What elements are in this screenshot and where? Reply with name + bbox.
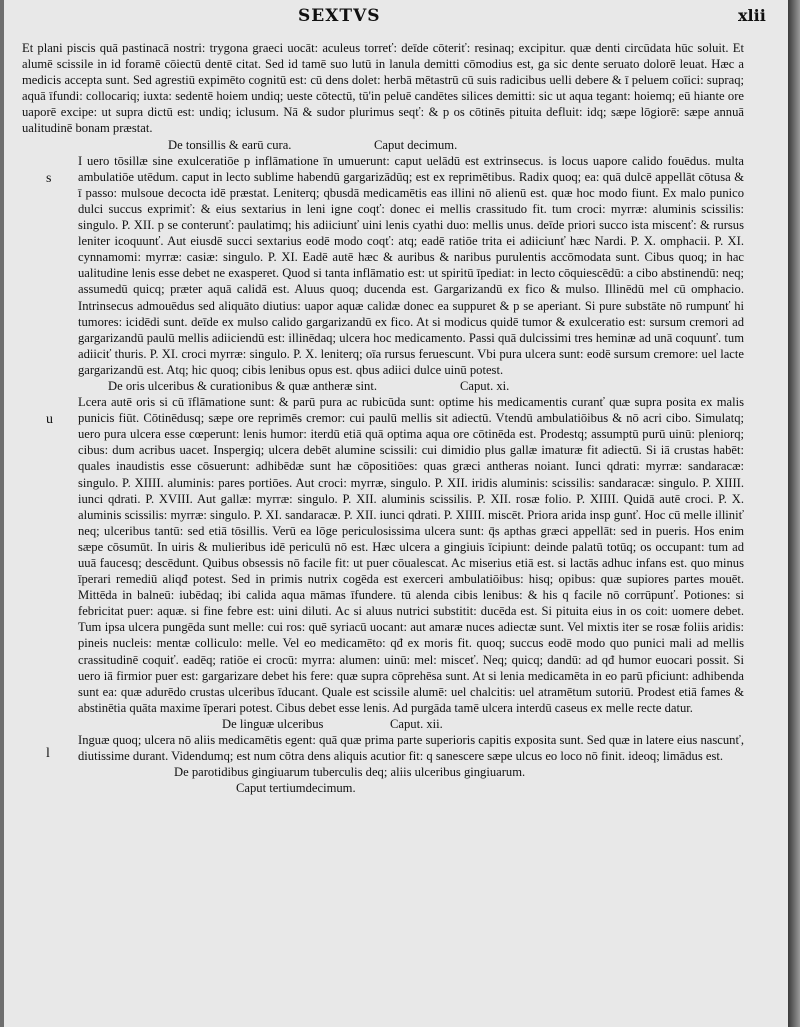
heading-chapter: Caput. xii. <box>390 716 443 731</box>
heading-title: De linguæ ulceribus <box>222 716 324 731</box>
section-heading-tonsils <box>22 137 744 153</box>
page-edge-shadow <box>788 0 800 1027</box>
section-heading-chapter-13: Caput tertiumdecimum. <box>236 781 356 796</box>
running-head-title: SEXTVS <box>298 6 381 26</box>
section-heading-tongue-ulcers <box>22 716 744 732</box>
guide-letter: s <box>46 170 52 186</box>
paragraph-mouth-ulcers: Lcera autē oris si cū īflāmatione sunt: & parū pura ac rubicūda sunt: optime his medicamentis curanť quæ supra posita ex malis punicis fiūt. Cōtinēdusq; sæpe ore reprimēs cremor: cui paulū mellis sit adiectū. Vtendū ambulatiōibus & nō acri cibo. Simulatq; uero pura ulcera esse cœperunt: lenis humor: iterdū etiā quā optima aqua ore cōtinēda est. Prodestq; assumptū purū uinū: pleniorq; cibus: dum acribus uacet. Inspergiq; ulcera debēt alumine scissili: cui dimidio plus gallæ imaturæ fit adiectū. Si iā crustas habēt: quales inaudistis esse cōsuerunt: adhibēdæ sunt hæ cōpositiōes: quas græci antheras noiant. Iunci qdrati: myrræ: sandaracæ: singulo. P. XIIII. aluminis: pares portiōes. Aut croci: myrræ, singulo. P. XII. iridis aluminis: scissilis: sandaracæ: singulo. P. XIIII. iunci qdrati. P. XVIII. Aut gallæ: myrræ: singulo. P. XII. aluminis scissilis. P. XII. rosæ folio. P. XIIII. Quidā autē croci. P. X. aluminis scissilis: myrræ: singulo. P. XI. sandaracæ. P. XII. iunci qdrati. P. XIIII. miscēt. Priora arida insp gunť. Hoc cū melle illiniť neq; ulceribus tantū: sed etiā tōsillis. Verū ea lōge periculosissima ulcera sunt: q̄s apthas græci appellāt: sed in pueris. Hos enim sæpe cōsumūt. In uiris & mulieribus idē periculū nō est. Hæc ulcera a gingiuis īcipiunt: deinde palatū totūq; os occupant: tum ad uuā faucesq; descēdunt. Quibus obsessis nō facile fit: ut puer cōualescat. Ac miserius etiā est. si lactās adhuc infans est. quo minus īperari remediū aliqđ potest. Sed in primis nutrix cogēda est exerceri ambulatiōibus: hisq; opibus: quæ supiores partes mouēt. Mittēda in balneū: iubēdaq; ibi calida aqua māmas īfundere. tū alenda cibis lenibus: & his q facile nō corrūpunť. Potiones: si febricitat puer: aquæ. si fine febre est: uini diluti. Ac si aluus nutrici substitit: ducēda est. Si pituita eius in os coit: uomere debet. Tum ipsa ulcera pungēda sunt melle: cui ros: quē syriacū uocant: aut amaræ nuces adiectæ sunt. Vel mixtis iter se rosæ foliis aridis: pineis nucleis: mentæ colliculo: melle. Vel eo medicamēto: qđ ex moris fit. quoq; succus eodē modo quo punici mali ad mellis crassitudinē coquiť. eadēq; ratiōe ei crocū: myrra: alumen: uinū: mel: misceť. Neq; quicq; dandū: ad qđ humor euocari possit. Si uero iā firmior puer est: gargarizare debet his fere: quæ supra cōprehēsa sunt. At si lenia medicamēta in eo parū pficiunt: adhibenda sunt ea: quæ adurēdo crustas ulceribus īducant. Quale est scissile alumē: uel chalcitis: uel atramētum sutoriū. Prodest etiā fames & abstinētia quāta maxime īperari potest. Cibus debet esse lenis. Ad purgāda tamē ulcera interdū caseus ex melle recte datur. <box>78 395 744 715</box>
book-page <box>4 0 788 1027</box>
paragraph-toothache: Et plani piscis quā pastinacā nostri: trygona graeci uocāt: aculeus torreť: deīde cōteriť: resinaq; excipitur. quæ denti circūdata hūc soluit. Et alumē scissile in id foramē cōiectū dentē citat. Sed id tamē suo lutū in lanula demitti cōmodius est, ga sic dente seruato dolorē leuat. Hæc a medicis accepta sunt. Sed agrestiū expimēto cognitū est: cū dens dolet: herbā mētastrū cū suis radicibus uelli debere & ī peluem coīici: supraq; aquā īfundi: collocariq; iuxta: sedentē hoiem undiq; ueste cōtectū, tū'in peluē candētes silices demitti: sic ut aqua tegant: hoiemq; eū hiante ore uaporē excipe: ut supra dictū est: undiq; iclusum. Nā & sudor plurimus seqť: & p os cōtinēs pituita defluit: idq; sæpe lōgiorē: sæpe annuā ualitudinē bonam præstat. <box>22 41 744 136</box>
guide-letter: l <box>46 746 50 762</box>
heading-title: De tonsillis & earū cura. <box>168 137 292 152</box>
heading-title: De oris ulceribus & curationibus & quæ antheræ sint. <box>108 378 377 393</box>
paragraph-tongue-ulcers: Inguæ quoq; ulcera nō aliis medicamētis egent: quā quæ prima parte superioris capitis exposita sunt. Sed quæ in latere eius nascunť, diutissime durant. Videndumq; est num cōtra dens aliquis acutior fit: q sanescere sæpe ulcus eo loco nō finit. ideoq; limādus est. <box>78 733 744 764</box>
running-head <box>4 2 788 28</box>
heading-chapter: Caput decimum. <box>374 137 458 152</box>
main-text <box>22 40 744 796</box>
section-heading-mouth-ulcers <box>22 378 744 394</box>
folio-number: xlii <box>738 6 766 25</box>
heading-chapter: Caput. xi. <box>460 378 510 393</box>
section-heading-parotids: De parotidibus gingiuarum tuberculis deq; aliis ulceribus gingiuarum. <box>174 765 526 780</box>
guide-letter: u <box>46 412 53 428</box>
paragraph-tonsils: I uero tōsillæ sine exulceratiōe p inflāmatione īn umuerunt: caput uelādū est extrinsecus. is locus uapore calido fouēdus. multa ambulatiōe utēdum. caput in lecto sublime habendū gargarizādūq; est ex reprimētibus. Radix quoq; ea: quā dulcē appellāt cōtusa & ī passo: mulsoue decocta idē præstat. Leniterq; qbusdā medicamētis eas illini nō alienū est. quæ hoc modo fiunt. Ex malo punico dulci succus exprimiť: & eius sextarius in leni igne coqť: donec ei mellis crassitudo fit. tum croci: myrræ: aluminis scissilis: singulo. P. XII. p se conterunť: paulatimq; his adiiciunť uini lenis cyathi duo: mellis unus. deīde priori succo ista miscenť: & rursus leniter icoquunť. Aut eiusdē succi sextarius eodē modo coqť: atq; eadē ratiōe trita ei adiiciunť hæc Nardi. P. X. omphacii. P. XI. cynnamomi: myrræ: casiæ: singulo. P. XI. Eadē autē hæc & auribus & naribus purulentis accōmodata sunt. Cibus quoq; in hac ualitudine lenis esse debet ne exasperet. Quod si tanta inflāmatio est: ut spiritū īpediat: in lecto cōquiescēdū: a cibo abstinendū: neq; assumedū quicq; præter aquā calidā est. Aluus quoq; ducenda est. Gargarizandū ex fico & mulso. Illinēdū mel cū omphacio. Intrinsecus admouēdus sed aliquāto diutius: uapor aquæ calidæ donec ea suppuret & p se aperiant. Si pure substāte nō rumpunť hi tumores: icidēdi sunt. deīde ex mulso calido gargarizandū ex fico. At si modicus quidē tumor & exulceratio est: sursum cremori ad gargarizandū paulū mellis adiiciendū est: illinēdaq; ulcera hoc medicamento. Passi quā dulcissimi tres heminæ ad unā coquunť. tum adiiciť thuris. P. XI. croci myrræ: singulo. P. X. leniterq; oīa rursus feruescunt. Vbi pura ulcera sunt: eodē sursum cremore: uel lacte gargarizandū est. Atq; hic quoq; cibis lenibus opus est. qbus adiici dulce uinū potest. <box>78 153 744 377</box>
